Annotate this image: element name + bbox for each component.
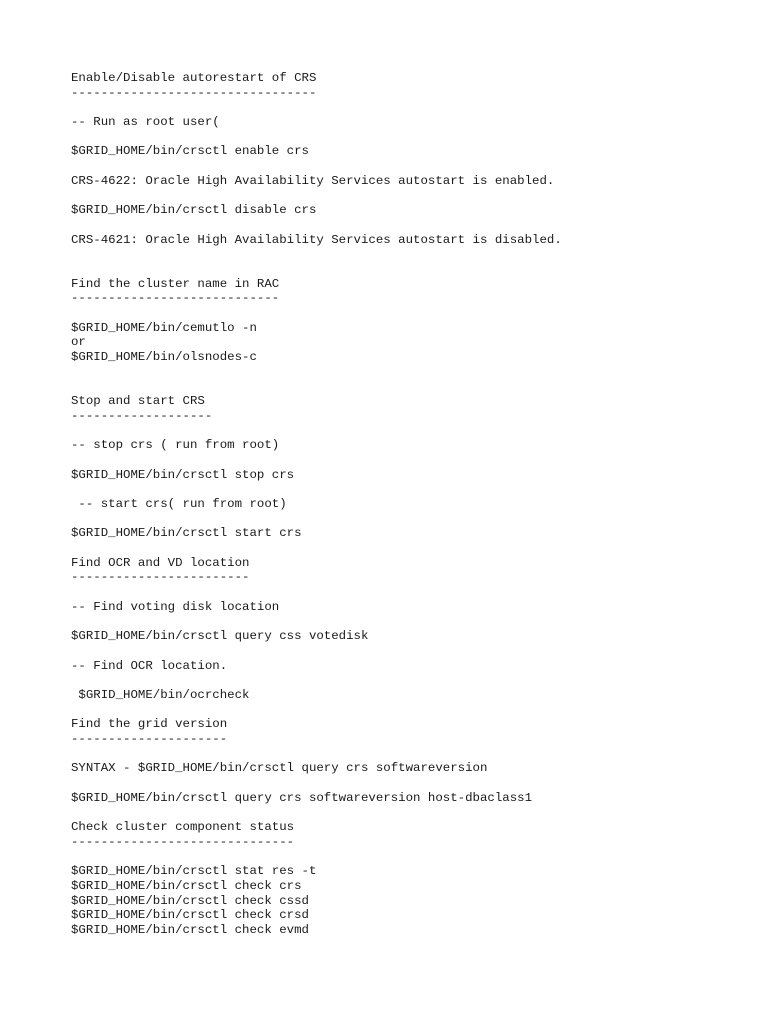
command-line: $GRID_HOME/bin/crsctl stop crs bbox=[71, 467, 295, 482]
blank-line bbox=[71, 453, 751, 468]
command-line: $GRID_HOME/bin/crsctl start crs bbox=[71, 526, 302, 541]
blank-line bbox=[71, 247, 751, 262]
blank-line bbox=[71, 379, 751, 394]
blank-line bbox=[71, 189, 751, 204]
command-line: $GRID_HOME/bin/crsctl query crs softwareversion host-dbaclass1 bbox=[71, 790, 533, 805]
output-line: CRS-4622: Oracle High Availability Services autostart is enabled. bbox=[71, 173, 555, 188]
blank-line bbox=[71, 512, 751, 527]
heading-underline: ------------------- bbox=[71, 408, 213, 423]
comment-line: -- Find voting disk location bbox=[71, 599, 280, 614]
heading-underline: --------------------------------- bbox=[71, 85, 317, 100]
blank-line bbox=[71, 159, 751, 174]
blank-line bbox=[71, 306, 751, 321]
command-line: $GRID_HOME/bin/cemutlo -n bbox=[71, 320, 257, 335]
blank-line bbox=[71, 482, 751, 497]
blank-line bbox=[71, 776, 751, 791]
blank-line bbox=[71, 100, 751, 115]
command-line: $GRID_HOME/bin/crsctl query css votedisk bbox=[71, 629, 369, 644]
syntax-line: SYNTAX - $GRID_HOME/bin/crsctl query crs softwareversion bbox=[71, 761, 488, 776]
heading-underline: --------------------- bbox=[71, 731, 228, 746]
blank-line bbox=[71, 585, 751, 600]
blank-line bbox=[71, 703, 751, 718]
comment-line: -- start crs( run from root) bbox=[71, 496, 287, 511]
comment-line: -- stop crs ( run from root) bbox=[71, 438, 280, 453]
output-line: CRS-4621: Oracle High Availability Services autostart is disabled. bbox=[71, 232, 562, 247]
command-line: $GRID_HOME/bin/olsnodes-c bbox=[71, 350, 257, 365]
blank-line bbox=[71, 849, 751, 864]
blank-line bbox=[71, 218, 751, 233]
heading-ocr-vd: Find OCR and VD location bbox=[71, 555, 250, 570]
heading-underline: ---------------------------- bbox=[71, 291, 280, 306]
blank-line bbox=[71, 424, 751, 439]
command-line: $GRID_HOME/bin/crsctl check crs bbox=[71, 878, 302, 893]
blank-line bbox=[71, 365, 751, 380]
document-page bbox=[71, 71, 751, 938]
command-line: $GRID_HOME/bin/crsctl enable crs bbox=[71, 144, 309, 159]
command-line: $GRID_HOME/bin/crsctl check evmd bbox=[71, 922, 309, 937]
blank-line bbox=[71, 747, 751, 762]
heading-underline: ------------------------------ bbox=[71, 834, 295, 849]
comment-line: -- Find OCR location. bbox=[71, 658, 228, 673]
text-line: or bbox=[71, 335, 86, 350]
command-line: $GRID_HOME/bin/crsctl check crsd bbox=[71, 908, 309, 923]
heading-autorestart: Enable/Disable autorestart of CRS bbox=[71, 71, 317, 85]
command-line: $GRID_HOME/bin/crsctl stat res -t bbox=[71, 864, 317, 879]
heading-stop-start: Stop and start CRS bbox=[71, 394, 205, 409]
command-line: $GRID_HOME/bin/crsctl check cssd bbox=[71, 893, 309, 908]
heading-underline: ------------------------ bbox=[71, 570, 250, 585]
blank-line bbox=[71, 262, 751, 277]
command-line: $GRID_HOME/bin/ocrcheck bbox=[71, 687, 250, 702]
heading-grid-version: Find the grid version bbox=[71, 717, 228, 732]
command-line: $GRID_HOME/bin/crsctl disable crs bbox=[71, 203, 317, 218]
blank-line bbox=[71, 673, 751, 688]
comment-line: -- Run as root user( bbox=[71, 115, 220, 130]
blank-line bbox=[71, 614, 751, 629]
blank-line bbox=[71, 130, 751, 145]
blank-line bbox=[71, 541, 751, 556]
heading-cluster-name: Find the cluster name in RAC bbox=[71, 276, 280, 291]
heading-component-status: Check cluster component status bbox=[71, 820, 295, 835]
blank-line bbox=[71, 805, 751, 820]
blank-line bbox=[71, 644, 751, 659]
